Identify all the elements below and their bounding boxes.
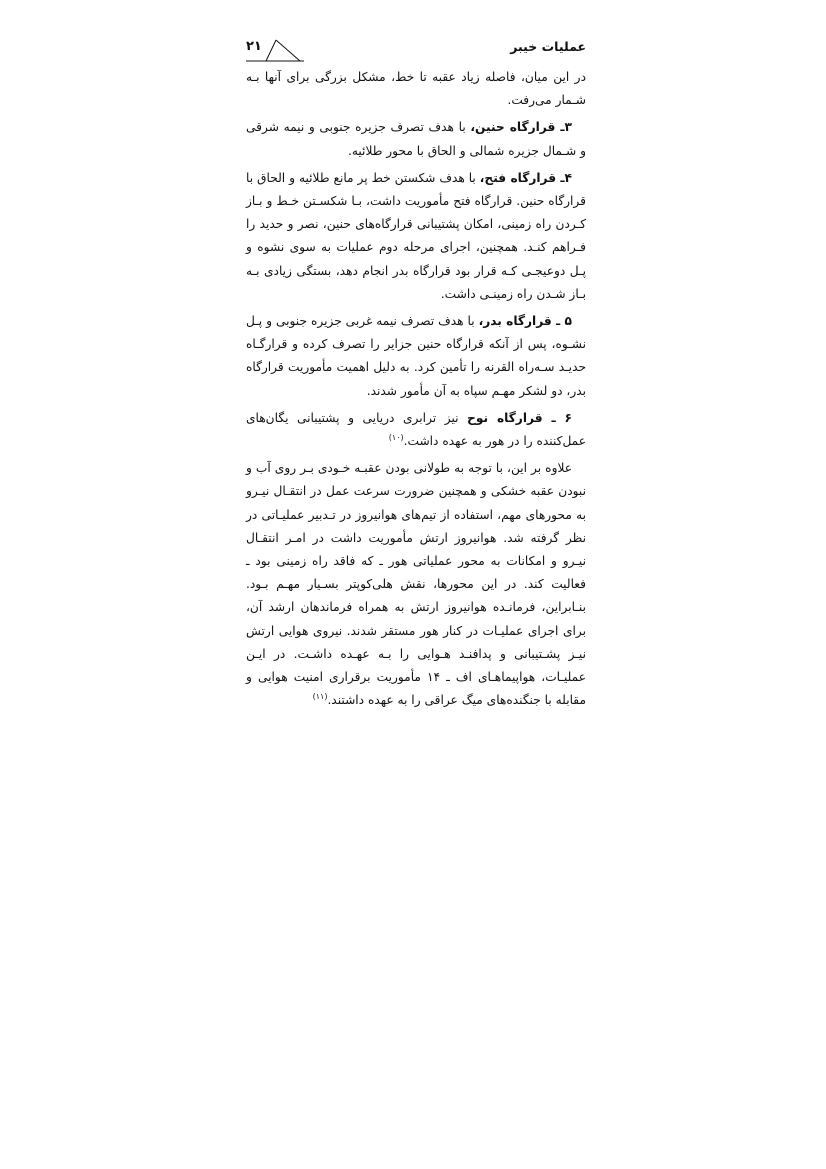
paragraph-text: با هدف شکستن خط پر مانع طلائیه و الحاق با قرارگاه حنین. قرارگاه فتح مأموریت داشت، بـا شکسـتن خـط و بـاز کـردن راه زمینی، امکان پشتیبانی قرارگاه‌های حنین، نصر و حدید را فـراهم کنـد. همچنین، اجرای مرحله دوم عملیات به سوی نشوه و پـل دوعیجـی کـه قرار بود قرارگاه بدر انجام دهد، بستگی زیادی بـه بـاز شـدن راه زمینـی داشت. — [246, 170, 586, 301]
paragraph-4 — [246, 310, 586, 403]
paragraph-lead: ۴ـ قرارگاه فتح، — [479, 170, 572, 185]
paragraph-lead: ۶ ـ قرارگاه نوح — [467, 410, 572, 425]
paragraph-text: در این میان، فاصله زیاد عقبه تا خط، مشکل بزرگی برای آنها بـه شـمار می‌رفت. — [246, 70, 586, 108]
footnote-marker: (۱۰) — [388, 432, 404, 442]
page-header — [246, 30, 586, 64]
paragraph-1 — [246, 66, 586, 112]
paragraph-6 — [246, 457, 586, 712]
paragraph-3 — [246, 167, 586, 306]
paragraph-lead: ۳ـ قرارگاه حنین، — [470, 120, 572, 135]
paragraph-text: با هدف تصرف جزیره جنوبی و نیمه شرقی و شـمال جزیره شمالی و الحاق با محور طلائیه. — [246, 120, 586, 158]
paragraph-text: با هدف تصرف نیمه غربی جزیره جنوبی و پـل نشـوه، پس از آنکه قرارگاه حنین جزایر را تصرف کرده و قرارگـاه حدیـد سـه‌راه القرنه را تأمین کرد. به دلیل اهمیت مأموریت قرارگاه بدر، دو لشکر مهـم سپاه به آن مأمور شدند. — [246, 314, 586, 398]
page-number: ۲۱ — [246, 39, 262, 54]
paragraph-lead: ۵ ـ قرارگاه بدر، — [478, 314, 572, 329]
paragraph-text: علاوه بر این، با توجه به طولانی بودن عقبـه خـودی بـر روی آب و نبودن عقبه خشکی و همچنین ضرورت سرعت عمل در انتقـال نیـرو به محورهای مهم، استفاده از تیم‌های هوانیروز در تـدبیر عملیـاتی در نظر گرفته شد. هوانیروز ارتش مأموریت داشت در امـر انتقـال نیـرو و امکانات به محور عملیاتی هور ـ که فاقد راه زمینی بود ـ فعالیت کند. در این محورها، نقش هلی‌کوپتر بسـیار مهـم بـود. بنـابراین، فرمانـده هوانیروز ارتش به همراه فرماندهان ارشد آن، برای اجرای عملیـات در کنار هور مستقر شدند. نیروی هوایی ارتش نیـز پشـتیبانی و پدافنـد هـوایی را بـه عهـده داشـت. در ایـن عملیـات، هواپیماهـای اف ـ ۱۴ مأموریت برقراری امنیت هوایی و مقابله با جنگنده‌های میگ عراقی را به عهده داشتند. — [246, 461, 586, 708]
paragraph-5 — [246, 407, 586, 453]
running-title: عملیات خیبر — [510, 39, 586, 54]
footnote-marker: (۱۱) — [312, 692, 328, 702]
paragraph-2 — [246, 116, 586, 162]
body-text — [246, 66, 586, 716]
paragraph-text: نیز ترابری دریایی و پشتیبانی یگان‌های عمل‌کننده را در هور به عهده داشت. — [246, 410, 586, 449]
